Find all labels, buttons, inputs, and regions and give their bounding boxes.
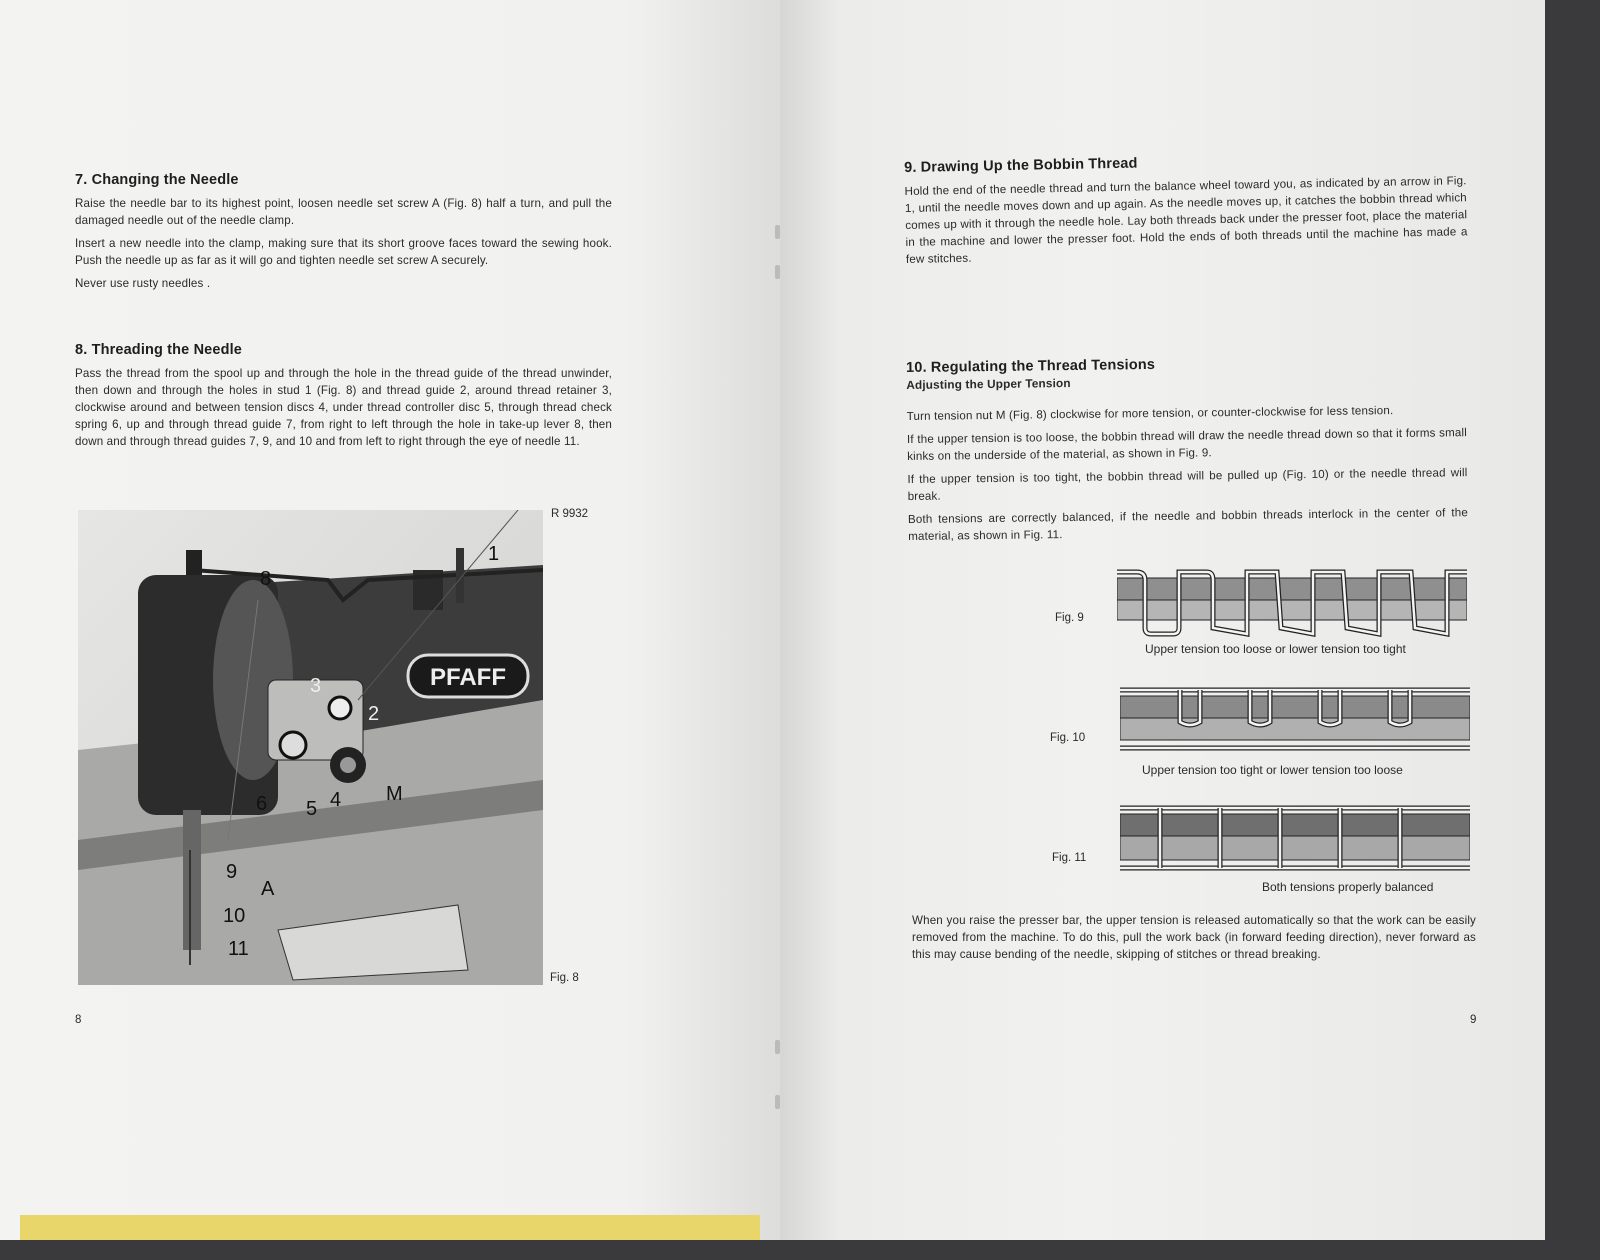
figure-reference: R 9932 <box>551 508 589 520</box>
paragraph: Pass the thread from the spool up and through the hole in the thread guide of the thread unwinder, then down and through the holes in stud 1 (Fig. 8) and thread guide 2, around thread retainer 3, clockwise around and between tension discs 4, under thread controller disc 5, through thread check spring 6, up and through thread guide 7, from right to left through the hole in take-up lever 8, then down and through thread guides 7, 9, and 10 and from left to right through the eye of needle 11. <box>75 367 612 448</box>
callout-10: 10 <box>223 905 246 927</box>
section-title: 8. Threading the Needle <box>75 342 243 358</box>
paragraph: Hold the end of the needle thread and turn the balance wheel toward you, as indicated by an arrow in Fig. 1, until the needle moves down and up again. As the needle moves up, it catches the bobbin thread which comes up with it through the needle hole. Lay both threads back under the presser foot, place the material in the machine and lower the presser foot. Hold the ends of both threads until the machine has made a few stitches. <box>904 174 1468 266</box>
figure-label: Fig. 10 <box>1050 732 1086 744</box>
paragraph: Both tensions are correctly balanced, if the needle and bobbin threads interlock in the center of the material, as shown in Fig. 11. <box>907 506 1468 543</box>
figure-8-sewing-machine <box>78 510 543 985</box>
fig-10-stitch-diagram <box>1120 682 1470 762</box>
callout-6: 6 <box>256 793 268 815</box>
section-changing-needle <box>75 172 612 298</box>
callout-1: 1 <box>488 543 500 565</box>
callout-5: 5 <box>306 798 318 820</box>
closing-paragraph <box>912 912 1476 969</box>
callout-A: A <box>261 878 275 900</box>
paragraph: If the upper tension is too loose, the bobbin thread will draw the needle thread down so that it forms small kinks on the underside of the material, as shown in Fig. 9. <box>906 426 1468 463</box>
figure-label: Fig. 11 <box>1052 852 1087 864</box>
fig-11-stitch-diagram <box>1120 800 1470 880</box>
section-threading-needle <box>75 342 612 456</box>
paragraph: Turn tension nut M (Fig. 8) clockwise for more tension, or counter-clockwise for less tension. <box>906 404 1394 423</box>
back-cover-edge <box>20 1215 760 1240</box>
callout-2: 2 <box>368 703 380 725</box>
callout-9: 9 <box>226 861 238 883</box>
paragraph: Insert a new needle into the clamp, making sure that its short groove faces toward the sewing hook. Push the needle up as far as it will go and tighten needle set screw A securely. <box>75 237 612 267</box>
callout-3: 3 <box>310 675 322 697</box>
callout-8: 8 <box>260 568 272 590</box>
section-title: 7. Changing the Needle <box>75 172 239 188</box>
callout-11: 11 <box>228 938 249 960</box>
section-thread-tensions <box>906 353 1468 551</box>
left-page <box>0 0 785 1240</box>
right-page <box>780 0 1545 1240</box>
brand-logo: PFAFF <box>430 664 506 691</box>
fig-9-stitch-diagram <box>1117 560 1467 640</box>
page-number: 9 <box>1470 1014 1477 1026</box>
figure-caption: Upper tension too loose or lower tension too tight <box>1145 642 1406 656</box>
figure-label: Fig. 9 <box>1055 612 1084 624</box>
section-title: 9. Drawing Up the Bobbin Thread <box>904 155 1138 176</box>
section-bobbin-thread <box>904 149 1468 274</box>
paragraph: When you raise the presser bar, the upper tension is released automatically so that the work can be easily removed from the machine. To do this, pull the work back (in forward feeding direction), never forward as this may cause bending of the needle, skipping of stitches or thread breaking. <box>912 914 1476 961</box>
section-subtitle: Adjusting the Upper Tension <box>906 375 1071 392</box>
needle-bar <box>183 810 201 950</box>
callout-4: 4 <box>330 789 342 811</box>
paragraph: Never use rusty needles . <box>75 277 211 290</box>
page-number: 8 <box>75 1014 82 1026</box>
paragraph: If the upper tension is too tight, the bobbin thread will be pulled up (Fig. 10) or the needle thread will break. <box>907 466 1468 503</box>
figure-caption: Both tensions properly balanced <box>1262 880 1434 894</box>
figure-caption: Fig. 8 <box>550 972 579 984</box>
figure-caption: Upper tension too tight or lower tension too loose <box>1142 763 1403 777</box>
callout-M: M <box>386 783 403 805</box>
paragraph: Raise the needle bar to its highest point, loosen needle set screw A (Fig. 8) half a turn, and pull the damaged needle out of the needle clamp. <box>75 197 612 227</box>
section-title: 10. Regulating the Thread Tensions <box>906 356 1156 376</box>
